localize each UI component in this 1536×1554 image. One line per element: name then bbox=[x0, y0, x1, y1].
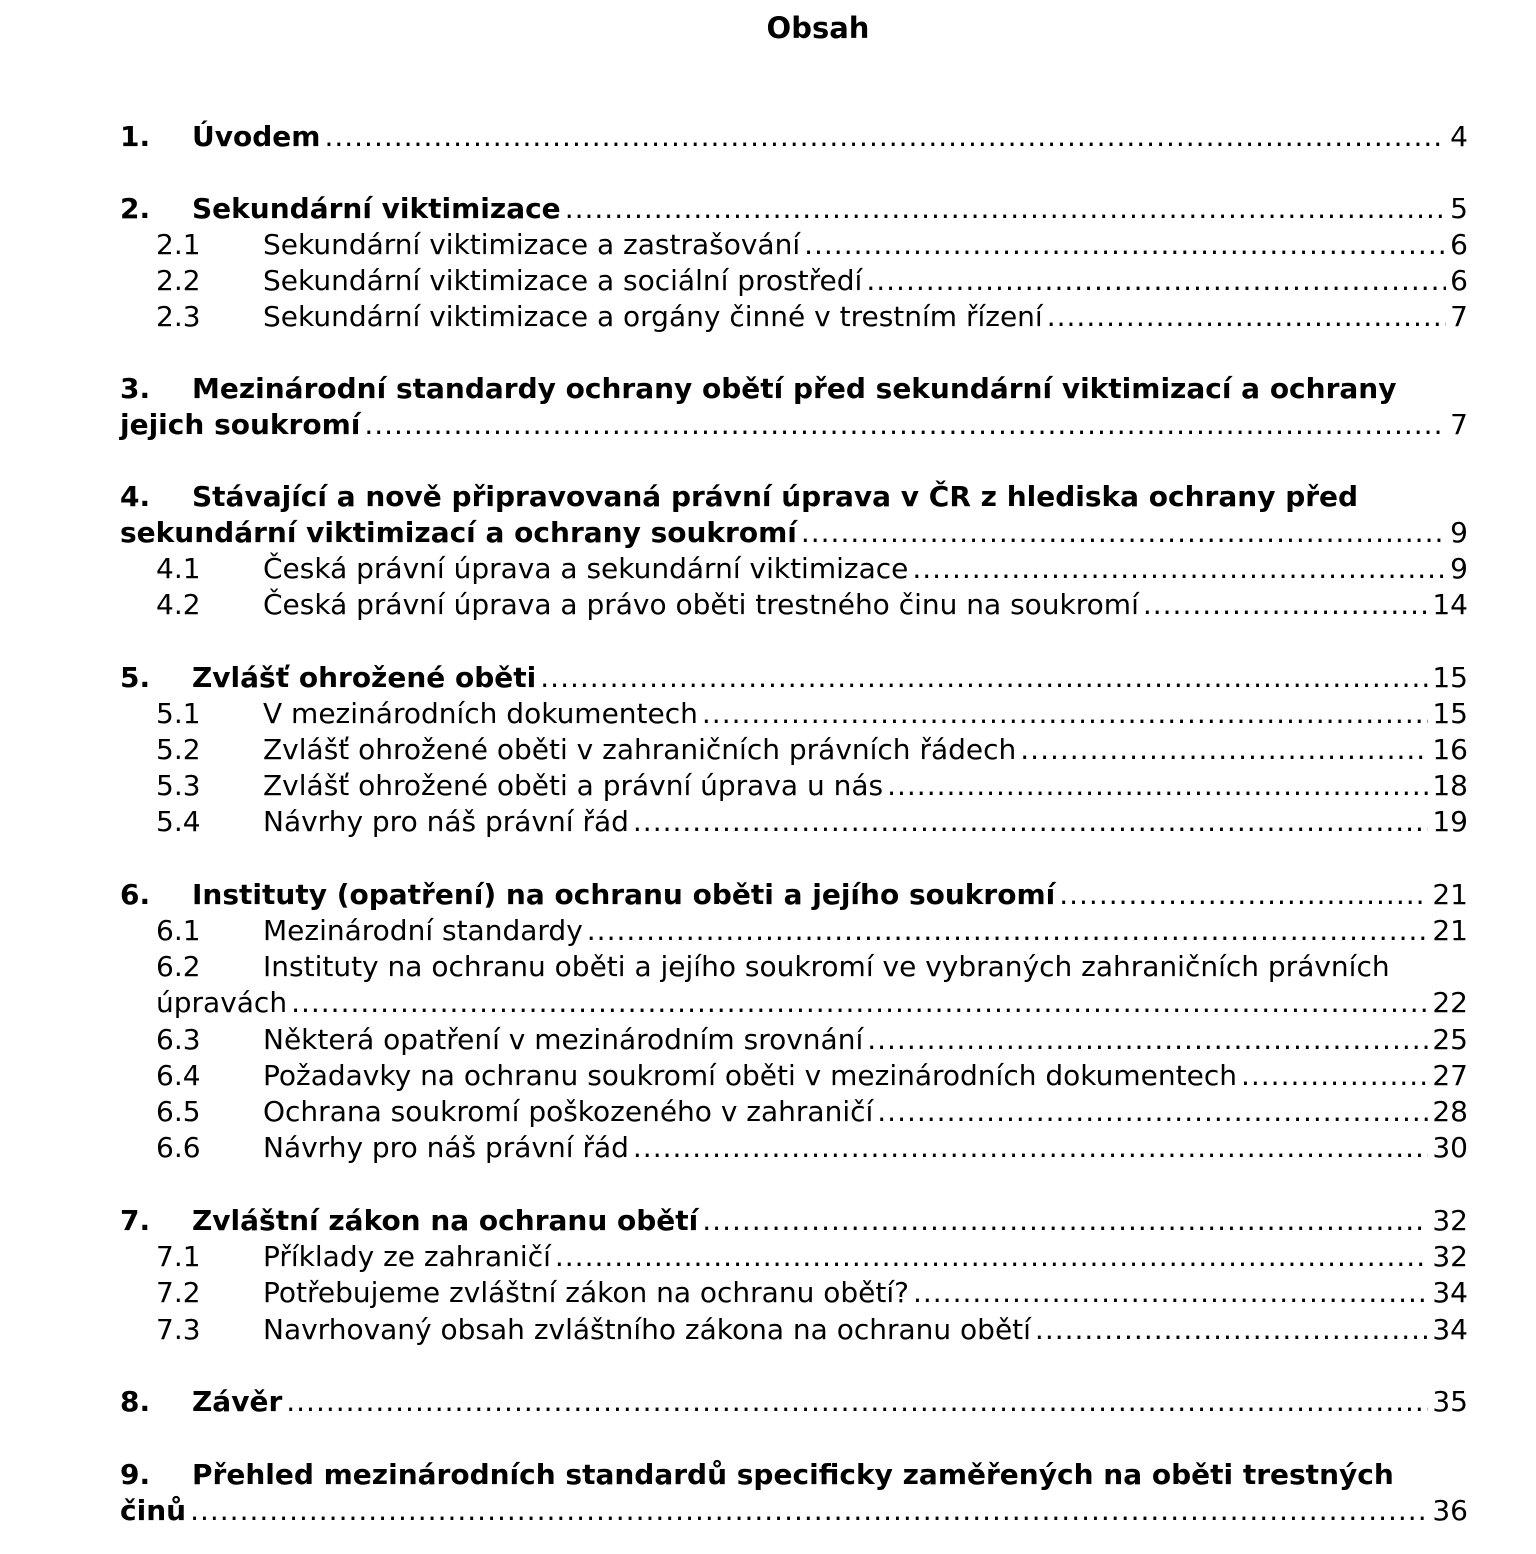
toc-number: 7.1 bbox=[156, 1240, 201, 1273]
toc-page-number: 18 bbox=[1432, 769, 1468, 802]
toc-entry-5-2[interactable] bbox=[156, 732, 1468, 768]
toc-number: 5.1 bbox=[156, 697, 201, 730]
toc-entry-9-line2[interactable] bbox=[120, 1493, 1468, 1529]
toc-page-number: 15 bbox=[1432, 697, 1468, 730]
toc-heading: Mezinárodní standardy ochrany obětí před sekundární viktimizací a ochrany bbox=[192, 372, 1397, 405]
toc-page-number: 35 bbox=[1432, 1385, 1468, 1418]
toc-heading: Sekundární viktimizace a sociální prostředí bbox=[263, 264, 863, 297]
toc-number: 2.2 bbox=[156, 264, 201, 297]
toc-heading: Sekundární viktimizace bbox=[192, 192, 561, 225]
toc-heading: Návrhy pro náš právní řád bbox=[263, 805, 629, 838]
dot-leader bbox=[877, 1094, 1428, 1130]
toc-number: 4.1 bbox=[156, 552, 201, 585]
dot-leader bbox=[1035, 1312, 1428, 1348]
toc-page-number: 9 bbox=[1450, 516, 1468, 549]
dot-leader bbox=[702, 696, 1428, 732]
toc-entry-2-3[interactable] bbox=[156, 299, 1468, 335]
toc-number: 9. bbox=[120, 1458, 151, 1491]
toc-entry-1[interactable] bbox=[120, 119, 1468, 155]
toc-heading: Požadavky na ochranu soukromí oběti v mezinárodních dokumentech bbox=[263, 1059, 1237, 1092]
toc-number: 6. bbox=[120, 878, 151, 911]
toc-entry-4-1[interactable] bbox=[156, 551, 1468, 587]
toc-number: 2.1 bbox=[156, 228, 201, 261]
toc-entry-6-1[interactable] bbox=[156, 913, 1468, 949]
dot-leader bbox=[1059, 877, 1428, 913]
toc-heading: Instituty (opatření) na ochranu oběti a jejího soukromí bbox=[192, 878, 1056, 911]
dot-leader bbox=[1143, 587, 1429, 623]
toc-entry-5-4[interactable] bbox=[156, 804, 1468, 840]
toc-number: 6.2 bbox=[156, 950, 201, 983]
toc-page-number: 15 bbox=[1432, 661, 1468, 694]
toc-entry-9-line1[interactable] bbox=[120, 1457, 1468, 1493]
dot-leader bbox=[633, 1130, 1428, 1166]
toc-page-number: 22 bbox=[1432, 986, 1468, 1019]
toc-entry-7-2[interactable] bbox=[156, 1275, 1468, 1311]
toc-heading-continued: činů bbox=[120, 1494, 187, 1527]
toc-entry-3-line1[interactable] bbox=[120, 371, 1468, 407]
toc-number: 2. bbox=[120, 192, 151, 225]
toc-number: 5.4 bbox=[156, 805, 201, 838]
toc-heading: Zvlášť ohrožené oběti bbox=[192, 661, 537, 694]
toc-heading: Příklady ze zahraničí bbox=[263, 1240, 551, 1273]
toc-heading: Přehled mezinárodních standardů specificky zaměřených na oběti trestných bbox=[192, 1458, 1394, 1491]
dot-leader bbox=[286, 1384, 1428, 1420]
toc-number: 6.1 bbox=[156, 914, 201, 947]
toc-page-number: 4 bbox=[1450, 120, 1468, 153]
toc-heading-continued: úpravách bbox=[156, 986, 288, 1019]
dot-leader bbox=[801, 515, 1446, 551]
toc-entry-6-4[interactable] bbox=[156, 1058, 1468, 1094]
dot-leader bbox=[1047, 299, 1446, 335]
toc-heading: Sekundární viktimizace a orgány činné v trestním řízení bbox=[263, 300, 1043, 333]
toc-number: 3. bbox=[120, 372, 151, 405]
toc-entry-6-2-line1[interactable] bbox=[156, 949, 1468, 985]
toc-entry-7[interactable] bbox=[120, 1203, 1468, 1239]
toc-entry-4-line1[interactable] bbox=[120, 479, 1468, 515]
dot-leader bbox=[555, 1239, 1428, 1275]
toc-number: 5.3 bbox=[156, 769, 201, 802]
toc-page-number: 19 bbox=[1432, 805, 1468, 838]
dot-leader bbox=[702, 1203, 1428, 1239]
toc-heading: Mezinárodní standardy bbox=[263, 914, 583, 947]
toc-number: 7. bbox=[120, 1204, 151, 1237]
toc-page-number: 30 bbox=[1432, 1131, 1468, 1164]
toc-heading: Navrhovaný obsah zvláštního zákona na ochranu obětí bbox=[263, 1313, 1031, 1346]
toc-number: 8. bbox=[120, 1385, 151, 1418]
dot-leader bbox=[565, 191, 1446, 227]
toc-title: Obsah bbox=[766, 11, 870, 45]
dot-leader bbox=[540, 660, 1428, 696]
toc-heading: Návrhy pro náš právní řád bbox=[263, 1131, 629, 1164]
toc-heading: Závěr bbox=[192, 1385, 283, 1418]
toc-page-number: 9 bbox=[1450, 552, 1468, 585]
dot-leader bbox=[587, 913, 1429, 949]
toc-heading: Zvlášť ohrožené oběti v zahraničních právních řádech bbox=[263, 733, 1017, 766]
toc-page-number: 34 bbox=[1432, 1276, 1468, 1309]
toc-page-number: 16 bbox=[1432, 733, 1468, 766]
dot-leader bbox=[887, 768, 1428, 804]
toc-page-number: 32 bbox=[1432, 1204, 1468, 1237]
toc-number: 7.2 bbox=[156, 1276, 201, 1309]
dot-leader bbox=[913, 1275, 1428, 1311]
toc-page-number: 34 bbox=[1432, 1313, 1468, 1346]
toc-number: 5.2 bbox=[156, 733, 201, 766]
toc-number: 5. bbox=[120, 661, 151, 694]
dot-leader bbox=[1020, 732, 1428, 768]
toc-page-number: 7 bbox=[1450, 408, 1468, 441]
toc-number: 6.3 bbox=[156, 1023, 201, 1056]
toc-heading-continued: jejich soukromí bbox=[120, 408, 361, 441]
toc-number: 7.3 bbox=[156, 1313, 201, 1346]
toc-entry-6[interactable] bbox=[120, 877, 1468, 913]
toc-page-number: 14 bbox=[1432, 588, 1468, 621]
toc-entry-5-3[interactable] bbox=[156, 768, 1468, 804]
toc-entry-6-3[interactable] bbox=[156, 1022, 1468, 1058]
toc-number: 1. bbox=[120, 120, 151, 153]
toc-number: 4. bbox=[120, 480, 151, 513]
toc-entry-4-2[interactable] bbox=[156, 587, 1468, 623]
toc-page-number: 25 bbox=[1432, 1023, 1468, 1056]
toc-heading: V mezinárodních dokumentech bbox=[263, 697, 698, 730]
toc-page-number: 28 bbox=[1432, 1095, 1468, 1128]
toc-entry-8[interactable] bbox=[120, 1384, 1468, 1420]
toc-number: 6.5 bbox=[156, 1095, 201, 1128]
dot-leader bbox=[324, 119, 1446, 155]
toc-heading: Úvodem bbox=[192, 120, 321, 153]
toc-page-number: 36 bbox=[1432, 1494, 1468, 1527]
toc-entry-6-2-line2[interactable] bbox=[156, 985, 1468, 1021]
toc-page-number: 5 bbox=[1450, 192, 1468, 225]
dot-leader bbox=[866, 263, 1446, 299]
toc-heading: Ochrana soukromí poškozeného v zahraničí bbox=[263, 1095, 874, 1128]
toc-heading: Sekundární viktimizace a zastrašování bbox=[263, 228, 801, 261]
toc-entry-2-2[interactable] bbox=[156, 263, 1468, 299]
toc-heading-continued: sekundární viktimizací a ochrany soukromí bbox=[120, 516, 797, 549]
toc-heading: Česká právní úprava a právo oběti trestného činu na soukromí bbox=[263, 588, 1139, 621]
toc-number: 4.2 bbox=[156, 588, 201, 621]
toc-entry-4-line2[interactable] bbox=[120, 515, 1468, 551]
toc-page-number: 6 bbox=[1450, 228, 1468, 261]
toc-heading: Zvlášť ohrožené oběti a právní úprava u nás bbox=[263, 769, 884, 802]
toc-heading: Zvláštní zákon na ochranu obětí bbox=[192, 1204, 699, 1237]
dot-leader bbox=[633, 804, 1428, 840]
toc-entry-2[interactable] bbox=[120, 191, 1468, 227]
toc-heading: Stávající a nově připravovaná právní úprava v ČR z hlediska ochrany před bbox=[192, 480, 1359, 513]
toc-entry-3-line2[interactable] bbox=[120, 407, 1468, 443]
dot-leader bbox=[291, 985, 1428, 1021]
toc-page-number: 21 bbox=[1432, 914, 1468, 947]
dot-leader bbox=[1241, 1058, 1428, 1094]
toc-number: 6.6 bbox=[156, 1131, 201, 1164]
dot-leader bbox=[912, 551, 1446, 587]
dot-leader bbox=[364, 407, 1446, 443]
toc-page-number: 7 bbox=[1450, 300, 1468, 333]
toc-page-number: 6 bbox=[1450, 264, 1468, 297]
toc-entry-5-1[interactable] bbox=[156, 696, 1468, 732]
dot-leader bbox=[867, 1022, 1428, 1058]
toc-number: 2.3 bbox=[156, 300, 201, 333]
toc-heading: Potřebujeme zvláštní zákon na ochranu obětí? bbox=[263, 1276, 909, 1309]
toc-heading: Některá opatření v mezinárodním srovnání bbox=[263, 1023, 864, 1056]
toc-page-number: 21 bbox=[1432, 878, 1468, 911]
toc-page-number: 32 bbox=[1432, 1240, 1468, 1273]
toc-number: 6.4 bbox=[156, 1059, 201, 1092]
toc-entry-7-1[interactable] bbox=[156, 1239, 1468, 1275]
toc-page-number: 27 bbox=[1432, 1059, 1468, 1092]
toc-entry-7-3[interactable] bbox=[156, 1312, 1468, 1348]
dot-leader bbox=[190, 1493, 1428, 1529]
toc-entry-6-6[interactable] bbox=[156, 1130, 1468, 1166]
toc-entry-5[interactable] bbox=[120, 660, 1468, 696]
toc-heading: Česká právní úprava a sekundární viktimizace bbox=[263, 552, 909, 585]
toc-heading: Instituty na ochranu oběti a jejího soukromí ve vybraných zahraničních právních bbox=[263, 950, 1390, 983]
toc-entry-6-5[interactable] bbox=[156, 1094, 1468, 1130]
toc-entry-2-1[interactable] bbox=[156, 227, 1468, 263]
dot-leader bbox=[804, 227, 1446, 263]
